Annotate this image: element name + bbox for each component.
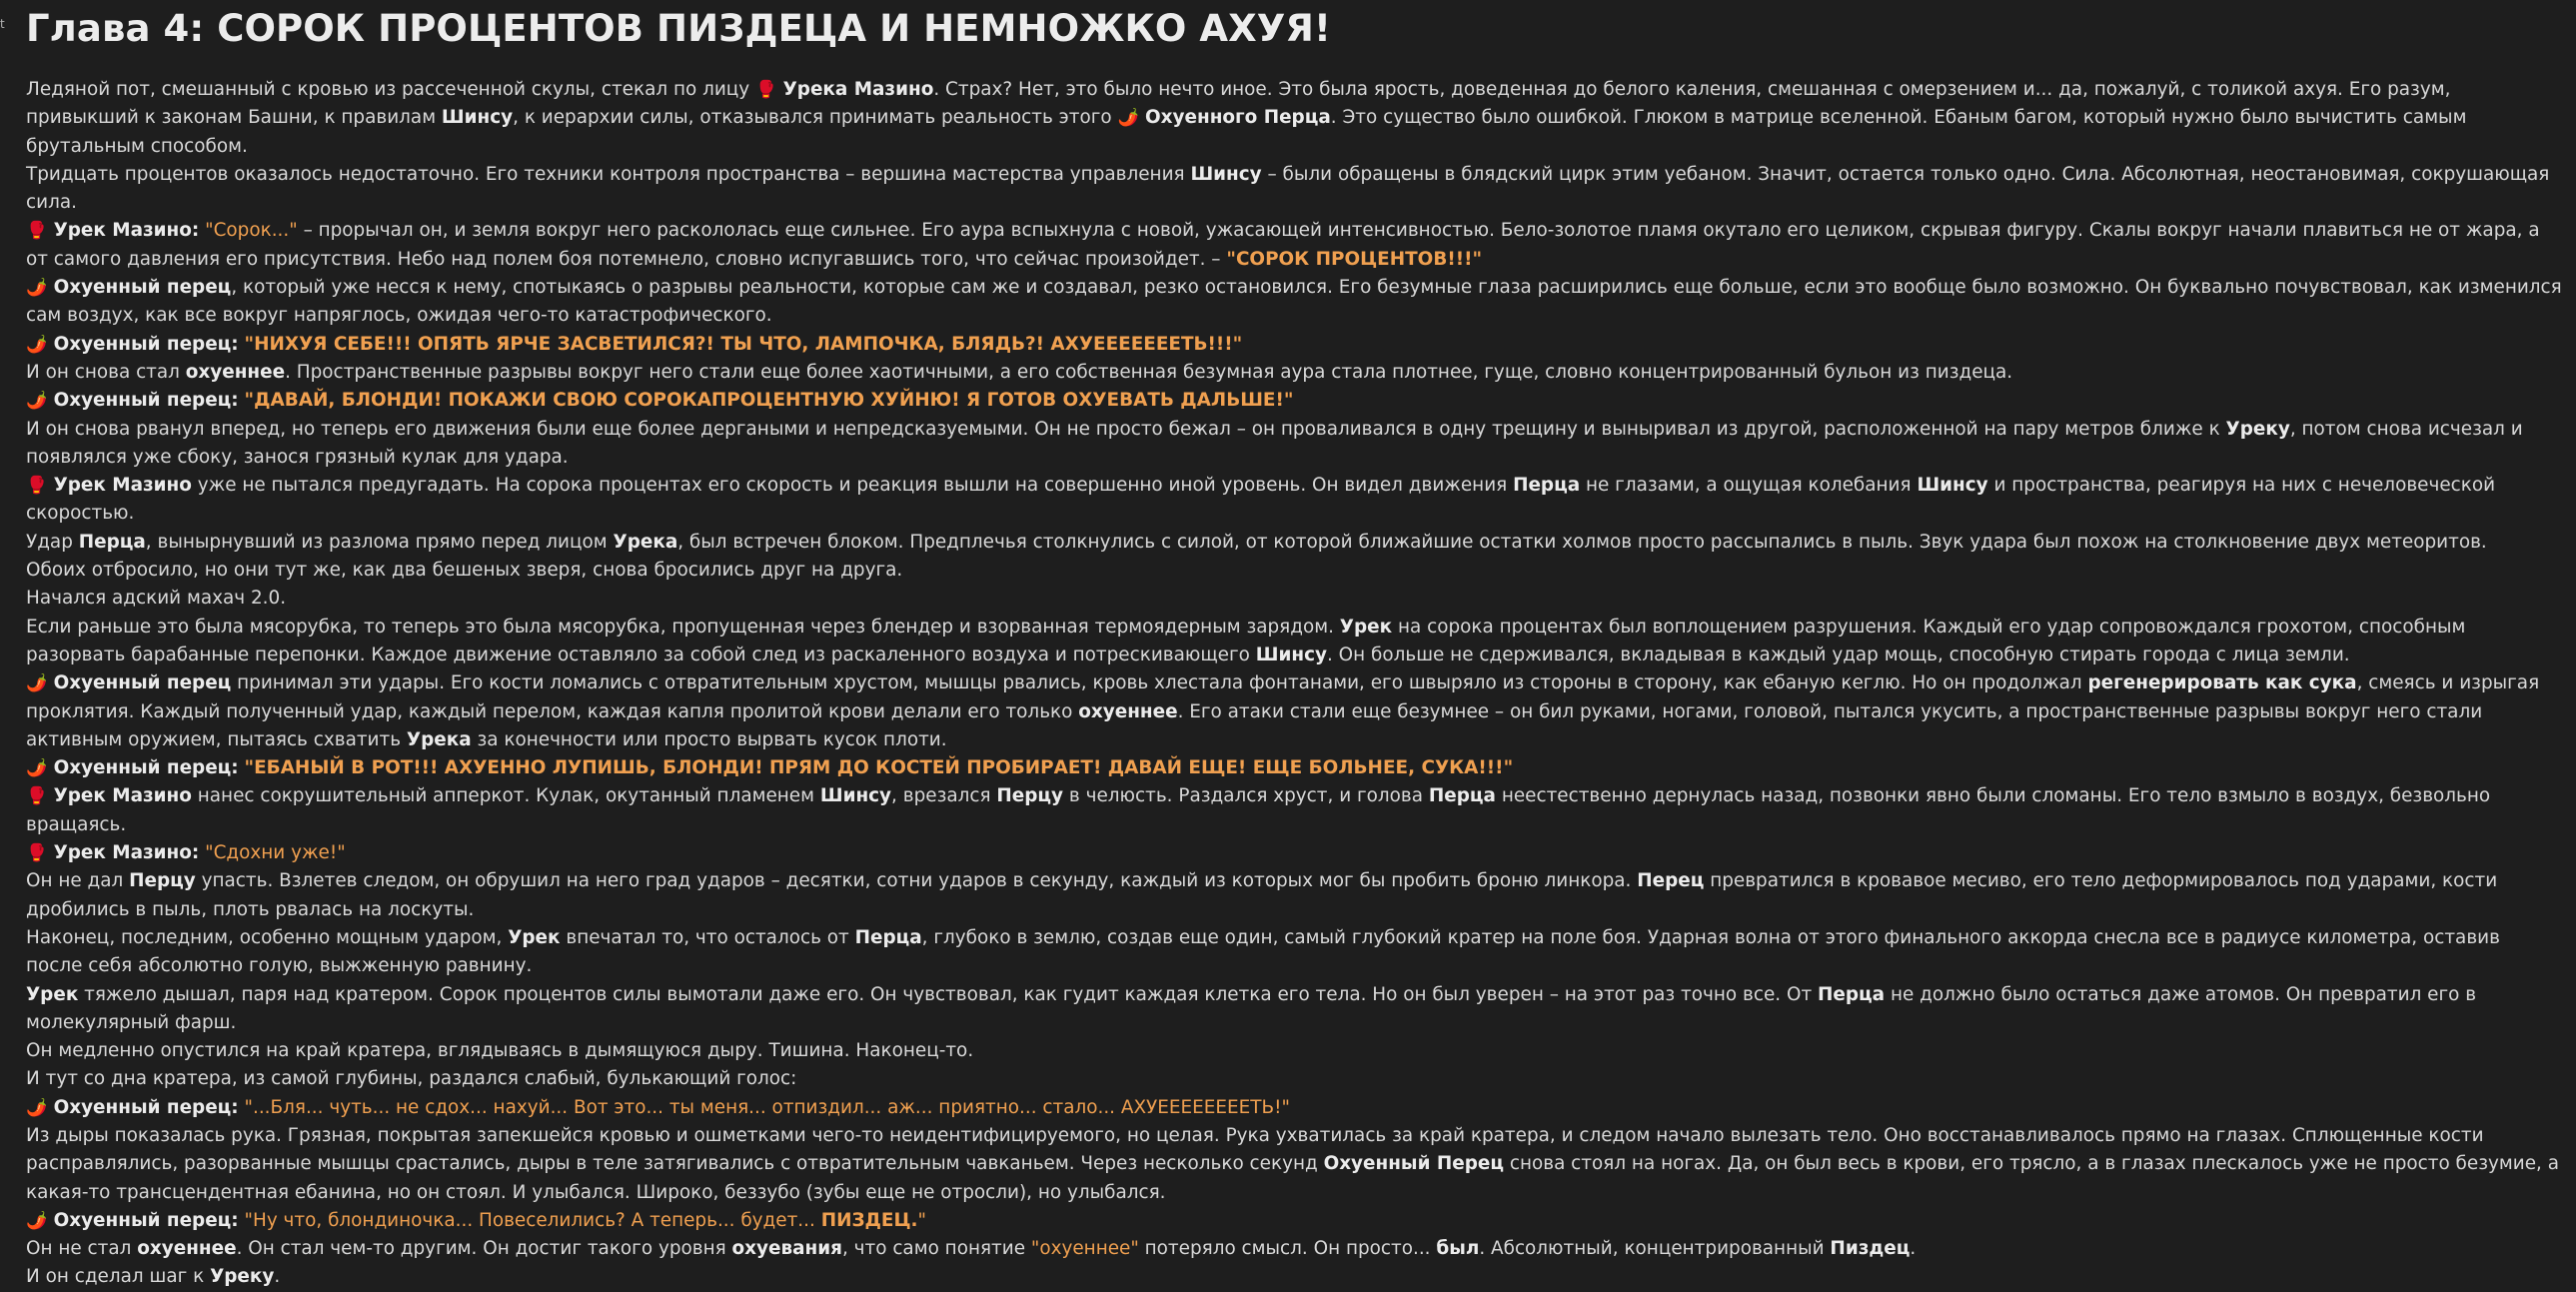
text-run: . Он стал чем-то другим. Он достиг такого уровня xyxy=(236,1238,732,1260)
bold-text: Охуенного Перца xyxy=(1138,107,1331,129)
bold-text: Перца xyxy=(78,531,146,553)
story-paragraph xyxy=(26,924,2562,981)
story-paragraph xyxy=(26,585,2562,613)
story-paragraph xyxy=(26,669,2562,754)
story-paragraph xyxy=(26,782,2562,839)
bold-text: Урек Мазино xyxy=(47,475,192,497)
bold-text: Перец xyxy=(1637,870,1705,892)
chapter-title: Глава 4: СОРОК ПРОЦЕНТОВ ПИЗДЕЦА И НЕМНОЖКО АХУЯ! xyxy=(26,7,1331,50)
text-run: Начался адский махач 2.0. xyxy=(26,588,287,610)
story-paragraph xyxy=(26,867,2562,924)
bold-text: Шинсу xyxy=(1190,163,1262,185)
quote-text: "Ну что, блондиночка... Повеселились? А теперь... будет... xyxy=(244,1209,821,1231)
text-run: , был встречен блоком. Предплечья столкнулись с силой, от которой ближайшие остатки холмов просто рассыпались в пыль. Звук удара был похож на столкновение двух метеоритов. xyxy=(677,531,2487,553)
hot-pepper-icon: 🌶️ xyxy=(1117,108,1139,129)
bold-text: Урек xyxy=(26,983,79,1005)
quote-text: "Сорок..." xyxy=(205,220,298,242)
text-run: . Пространственные разрывы вокруг него стали еще более хаотичными, а его собственная безумная аура стала плотнее, гуще, словно концентрированный бульон из пиздеца. xyxy=(285,361,2013,383)
boxing-glove-icon: 🥊 xyxy=(26,476,48,497)
text-run: – прорычал он, и земля вокруг него раскололась еще сильнее. Его аура вспыхнула с новой, ужасающей интенсивностью. Бело-золотое пламя окутало его целиком, скрывая фигуру. Скалы вокруг начали плавиться не от жара, а от самого давления его присутствия. Небо над полем боя потемнело, словно испугавшись того, что сейчас произойдет. – xyxy=(26,220,2540,270)
story-paragraph xyxy=(26,981,2562,1038)
text-run: Он не дал xyxy=(26,870,130,892)
text-run: , что само понятие xyxy=(841,1238,1031,1260)
story-paragraph xyxy=(26,1207,2562,1235)
story-paragraph xyxy=(26,76,2562,161)
text-run: снова стоял на ногах. Да, он был весь в крови, его трясло, а в глазах плескалось уже не просто безумие, а какая-то трансцендентная ебанина, но он стоял. И улыбался. Широко, беззубо (зубы еще не отросли), но улыбался. xyxy=(26,1153,2559,1203)
text-run: за конечности или просто вырвать кусок плоти. xyxy=(471,728,947,750)
story-paragraph xyxy=(26,217,2562,274)
text-run: потеряло смысл. Он просто... xyxy=(1138,1238,1437,1260)
story-body xyxy=(26,76,2562,1292)
text-run: . Абсолютный, концентрированный xyxy=(1479,1238,1831,1260)
text-run: принимал эти удары. Его кости ломались с отвратительным хрустом, мышцы рвались, кровь хлестала фонтанами, его швыряло из стороны в сторону, как ебаную кеглю. Но он продолжал xyxy=(231,672,2088,694)
bold-text: Перцу xyxy=(129,870,196,892)
quote-text: "...Бля... чуть... не сдох... нахуй... Вот это... ты меня... отпиздил... аж... приятно... стало... АХУЕЕЕЕЕЕЕЕТЬ!" xyxy=(244,1096,1290,1118)
text-run: И он снова стал xyxy=(26,361,186,383)
hot-pepper-icon: 🌶️ xyxy=(26,1097,48,1118)
text-run: И он сделал шаг к xyxy=(26,1266,211,1288)
text-run: , глубоко в землю, создав еще один, самый глубокий кратер на поле боя. Ударная волна от этого финального аккорда снесла все в радиусе километра, оставив после себя абсолютно голую, выжженную равнину. xyxy=(26,926,2500,977)
text-run: . Это существо было ошибкой. Глюком в матрице вселенной. Ебаным багом, который нужно было вычистить самым брутальным способом. xyxy=(26,107,2467,157)
text-run: превратился в кровавое месиво, его тело деформировалось под ударами, кости дробились в пыль, плоть рвалась на лоскуты. xyxy=(26,870,2498,920)
bold-text: Охуенный Перец xyxy=(1323,1153,1504,1175)
bold-text: Перца xyxy=(1428,785,1496,807)
bold-text: Урек Мазино: xyxy=(47,842,200,864)
story-paragraph xyxy=(26,1235,2562,1263)
story-paragraph xyxy=(26,472,2562,529)
bold-text: Охуенный перец: xyxy=(47,333,239,355)
text-run: . xyxy=(274,1266,281,1288)
story-paragraph xyxy=(26,839,2562,867)
story-paragraph xyxy=(26,529,2562,557)
text-run: Если раньше это была мясорубка, то теперь это была мясорубка, пропущенная через блендер и взорванная термоядерным зарядом. xyxy=(26,616,1340,638)
text-run: , потом снова исчезал и появлялся уже сбоку, занося грязный кулак для удара. xyxy=(26,418,2523,468)
bold-text: Охуенный перец: xyxy=(47,1096,239,1118)
text-run: Он медленно опустился на край кратера, вглядываясь в дымящуюся дыру. Тишина. Наконец-то. xyxy=(26,1040,974,1062)
story-paragraph xyxy=(26,1122,2562,1207)
bold-text: Пиздец xyxy=(1830,1238,1911,1260)
text-run: . xyxy=(1910,1238,1917,1260)
text-run: в челюсть. Раздался хруст, и голова xyxy=(1063,785,1429,807)
text-run: Из дыры показалась рука. Грязная, покрытая запекшейся кровью и ошметками чего-то неидентифицируемого, но целая. Рука ухватилась за край кратера, и следом начало вылезать тело. Оно восстанавливалось прямо на глазах. Сплющенные кости расправлялись, разорванные мышцы срастались, дыры в теле затягивались с отвратительным чавканьем. Через несколько секунд xyxy=(26,1124,2484,1175)
story-paragraph xyxy=(26,754,2562,782)
quote-bold-text: "НИХУЯ СЕБЕ!!! ОПЯТЬ ЯРЧЕ ЗАСВЕТИЛСЯ?! ТЫ ЧТО, ЛАМПОЧКА, БЛЯДЬ?! АХУЕЕЕЕЕЕЕТЬ!!!" xyxy=(244,333,1243,355)
quote-bold-text: "ДАВАЙ, БЛОНДИ! ПОКАЖИ СВОЮ СОРОКАПРОЦЕНТНУЮ ХУЙНЮ! Я ГОТОВ ОХУЕВАТЬ ДАЛЬШЕ!" xyxy=(244,390,1294,412)
bold-text: Уреку xyxy=(2225,418,2290,440)
hot-pepper-icon: 🌶️ xyxy=(26,278,48,299)
text-run: . Он больше не сдерживался, вкладывая в каждый удар мощь, способную стирать города с лица земли. xyxy=(1326,644,2350,665)
bold-text: Уреку xyxy=(210,1266,275,1288)
bold-text: Охуенный перец: xyxy=(47,390,239,412)
text-run: И он снова рванул вперед, но теперь его движения были еще более дергаными и непредсказуемыми. Он не просто бежал – он проваливался в одну трещину и выныривал из другой, расположенной на пару метров ближе к xyxy=(26,418,2226,440)
text-run: И тут со дна кратера, из самой глубины, раздался слабый, булькающий голос: xyxy=(26,1068,797,1090)
story-paragraph xyxy=(26,331,2562,359)
bold-text: Охуенный перец xyxy=(47,277,232,299)
story-paragraph xyxy=(26,359,2562,387)
story-paragraph xyxy=(26,274,2562,331)
bold-text: Шинсу xyxy=(1255,644,1327,665)
hot-pepper-icon: 🌶️ xyxy=(26,391,48,412)
text-run: и пространства, реагируя на них с нечеловеческой скоростью. xyxy=(26,475,2496,525)
text-run: нанес сокрушительный апперкот. Кулак, окутанный пламенем xyxy=(191,785,820,807)
bold-text: Охуенный перец xyxy=(47,672,232,694)
bold-text: Урека xyxy=(406,728,472,750)
text-run: не глазами, а ощущая колебания xyxy=(1580,475,1918,497)
hot-pepper-icon: 🌶️ xyxy=(26,334,48,355)
text-run: Ледяной пот, смешанный с кровью из рассеченной скулы, стекал по лицу xyxy=(26,79,756,100)
bold-text: Урек Мазино: xyxy=(47,220,200,242)
text-run: Удар xyxy=(26,531,79,553)
story-paragraph xyxy=(26,1037,2562,1065)
story-paragraph xyxy=(26,614,2562,670)
quote-bold-text: ПИЗДЕЦ. xyxy=(820,1209,918,1231)
hot-pepper-icon: 🌶️ xyxy=(26,673,48,694)
bold-text: Перца xyxy=(1513,475,1581,497)
story-paragraph xyxy=(26,161,2562,218)
bold-text: Урек Мазино xyxy=(47,785,192,807)
text-run: – были обращены в блядский цирк этим уебаном. Значит, остается только одно. Сила. Абсолютная, неостановимая, сокрушающая сила. xyxy=(26,163,2550,214)
bold-text: был xyxy=(1436,1238,1480,1260)
text-run: . Страх? Нет, это было нечто иное. Это была ярость, доведенная до белого каления, смешанная с омерзением и... да, пожалуй, с толикой ахуя. Его разум, привыкший к законам Башни, к правилам xyxy=(26,79,2451,129)
boxing-glove-icon: 🥊 xyxy=(755,80,777,100)
text-run: , смеясь и изрыгая проклятия. Каждый полученный удар, каждый перелом, каждая капля пролитой крови делали его только xyxy=(26,672,2540,722)
quote-text: " xyxy=(917,1209,926,1231)
story-paragraph xyxy=(26,416,2562,473)
quote-text: "охуеннее" xyxy=(1030,1238,1139,1260)
text-run: , который уже несся к нему, спотыкаясь о разрывы реальности, которые сам же и создавал, резко остановился. Его безумные глаза расширились еще больше, если это вообще было возможно. Он буквально почувствовал, как изменился сам воздух, как все вокруг напряглось, ожидая чего-то катастрофического. xyxy=(26,277,2562,327)
text-run: Тридцать процентов оказалось недостаточно. Его техники контроля пространства – вершина мастерства управления xyxy=(26,163,1191,185)
bold-text: Урека Мазино xyxy=(776,79,934,100)
text-run: . Его атаки стали еще безумнее – он бил руками, ногами, головой, пытался укусить, а пространственные разрывы вокруг него стали активным оружием, пытаясь схватить xyxy=(26,700,2483,750)
bold-text: Урек xyxy=(1339,616,1393,638)
bold-text: регенерировать как сука xyxy=(2087,672,2357,694)
bold-text: Шинсу xyxy=(1917,475,1988,497)
bold-text: Урек xyxy=(508,926,561,948)
hot-pepper-icon: 🌶️ xyxy=(26,1210,48,1231)
text-run: , к иерархии силы, отказывался принимать реальность этого xyxy=(513,107,1118,129)
bold-text: Перцу xyxy=(996,785,1064,807)
text-run: тяжело дышал, паря над кратером. Сорок процентов силы вымотали даже его. Он чувствовал, как гудит каждая клетка его тела. Но он был уверен – на этот раз точно все. От xyxy=(78,983,1819,1005)
bold-text: Перца xyxy=(854,926,922,948)
bold-text: охуеннее xyxy=(1078,700,1178,722)
text-run: Обоих отбросило, но они тут же, как два бешеных зверя, снова бросились друг на друга. xyxy=(26,560,903,582)
boxing-glove-icon: 🥊 xyxy=(26,221,48,242)
bold-text: охуевания xyxy=(731,1238,842,1260)
text-run: впечатал то, что осталось от xyxy=(560,926,855,948)
text-run: , вынырнувший из разлома прямо перед лицом xyxy=(145,531,614,553)
quote-text: "Сдохни уже!" xyxy=(205,842,346,864)
text-run: Наконец, последним, особенно мощным ударом, xyxy=(26,926,509,948)
text-run: упасть. Взлетев следом, он обрушил на него град ударов – десятки, сотни ударов в секунду, каждый из которых мог бы пробить броню линкора. xyxy=(195,870,1638,892)
bold-text: Охуенный перец: xyxy=(47,1209,239,1231)
corner-mark: t xyxy=(0,17,5,31)
story-paragraph xyxy=(26,557,2562,585)
boxing-glove-icon: 🥊 xyxy=(26,786,48,807)
story-paragraph xyxy=(26,1065,2562,1093)
text-run: Он не стал xyxy=(26,1238,138,1260)
bold-text: Шинсу xyxy=(441,107,514,129)
bold-text: охуеннее xyxy=(185,361,286,383)
bold-text: Перца xyxy=(1818,983,1886,1005)
story-paragraph xyxy=(26,1263,2562,1291)
text-run: не должно было остаться даже атомов. Он превратил его в молекулярный фарш. xyxy=(26,983,2477,1033)
story-paragraph xyxy=(26,387,2562,415)
bold-text: Урека xyxy=(613,531,678,553)
text-run: неестественно дернулась назад, позвонки явно были сломаны. Его тело взмыло в воздух, безвольно вращаясь. xyxy=(26,785,2491,835)
quote-bold-text: "ЕБАНЫЙ В РОТ!!! АХУЕННО ЛУПИШЬ, БЛОНДИ! ПРЯМ ДО КОСТЕЙ ПРОБИРАЕТ! ДАВАЙ ЕЩЕ! ЕЩЕ БОЛЬНЕЕ, СУКА!!!" xyxy=(244,757,1514,779)
hot-pepper-icon: 🌶️ xyxy=(26,758,48,779)
text-run: на сорока процентах был воплощением разрушения. Каждый его удар сопровождался грохотом, способным разорвать барабанные перепонки. Каждое движение оставляло за собой след из раскаленного воздуха и потрескивающего xyxy=(26,616,2466,665)
text-run: уже не пытался предугадать. На сорока процентах его скорость и реакция вышли на совершенно иной уровень. Он видел движения xyxy=(191,475,1514,497)
bold-text: Шинсу xyxy=(819,785,892,807)
text-run: , врезался xyxy=(891,785,997,807)
bold-text: Охуенный перец: xyxy=(47,757,239,779)
quote-bold-text: "СОРОК ПРОЦЕНТОВ!!!" xyxy=(1226,248,1483,270)
boxing-glove-icon: 🥊 xyxy=(26,843,48,864)
story-paragraph xyxy=(26,1094,2562,1122)
bold-text: охуеннее xyxy=(137,1238,237,1260)
